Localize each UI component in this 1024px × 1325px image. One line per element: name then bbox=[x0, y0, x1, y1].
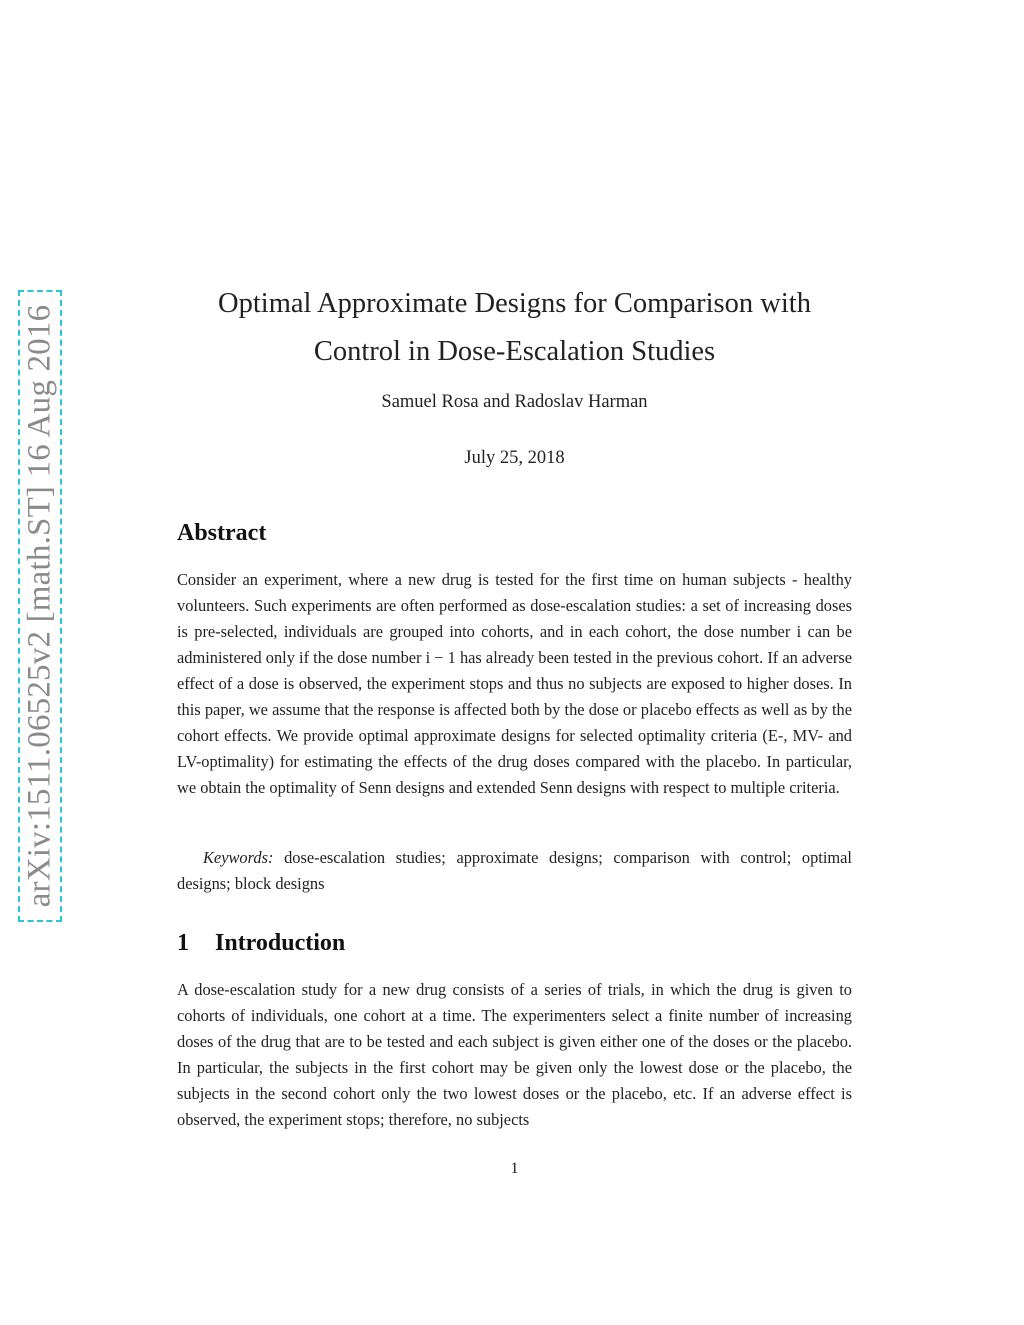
paper-title: Optimal Approximate Designs for Comparison with Control in Dose-Escalation Studies bbox=[218, 288, 811, 367]
section-title: Introduction bbox=[215, 930, 346, 956]
introduction-text: A dose-escalation study for a new drug consists of a series of trials, in which the drug is given to cohorts of individuals, one cohort at a time. The experimenters select a finite number of increasing doses of the drug that are to be tested and each subject is given either one of the doses or the placebo. In particular, the subjects in the first cohort may be given only the lowest dose or the placebo, the subjects in the second cohort only the two lowest doses or the placebo, etc. If an adverse effect is observed, the experiment stops; therefore, no subjects bbox=[177, 980, 852, 1129]
keywords bbox=[177, 845, 852, 897]
keywords-text: dose-escalation studies; approximate designs; comparison with control; optimal designs; block designs bbox=[177, 848, 852, 893]
date: July 25, 2018 bbox=[464, 448, 565, 468]
arxiv-identifier-stamp bbox=[18, 290, 62, 922]
arxiv-identifier: arXiv:1511.06525v2 [math.ST] 16 Aug 2016 bbox=[21, 304, 58, 908]
keywords-label: Keywords: bbox=[203, 848, 274, 867]
authors: Samuel Rosa and Radoslav Harman bbox=[381, 392, 648, 412]
introduction-heading bbox=[177, 930, 345, 957]
abstract-text: Consider an experiment, where a new drug is tested for the first time on human subjects - healthy volunteers. Such experiments are often performed as dose-escalation studies: a set of increasing doses is pre-selected, individuals are grouped into cohorts, and in each cohort, the dose number i can be administered only if the dose number i − 1 has already been tested in the previous cohort. If an adverse effect of a dose is observed, the experiment stops and thus no subjects are exposed to higher doses. In this paper, we assume that the response is affected both by the dose or placebo effects as well as by the cohort effects. We provide optimal approximate designs for selected optimality criteria (E-, MV- and LV-optimality) for estimating the effects of the drug doses compared with the placebo. In particular, we obtain the optimality of Senn designs and extended Senn designs with respect to multiple criteria. bbox=[177, 570, 852, 797]
abstract-heading: Abstract bbox=[177, 520, 267, 546]
page-number: 1 bbox=[510, 1160, 519, 1177]
section-number: 1 bbox=[177, 930, 189, 956]
